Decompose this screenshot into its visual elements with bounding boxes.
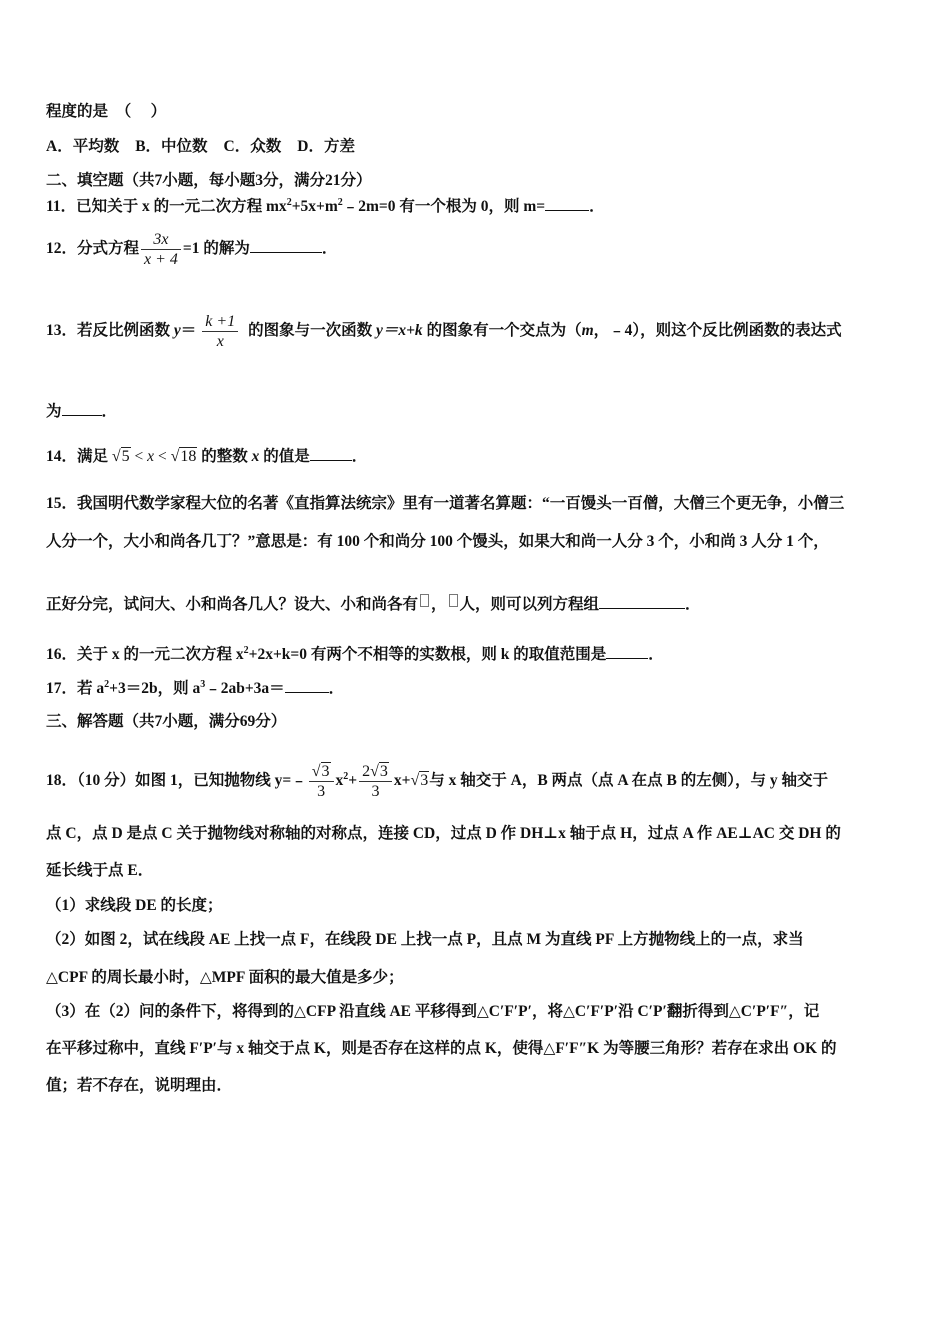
- answer-blank: [599, 594, 685, 609]
- text-line: 程度的是 （ ）: [46, 103, 167, 120]
- question-12: 12．分式方程 $\frac{3x}{x + 4}$ =1 的解为 ．: [46, 231, 338, 268]
- answer-blank: [285, 678, 329, 693]
- option-d: D．方差: [297, 138, 355, 155]
- question-13-continued: 为 ．: [46, 403, 118, 420]
- fraction: $\frac{√3}{3}$: [309, 762, 334, 801]
- question-18: 18．（10 分）如图 1，已知抛物线 y=﹣ $\frac{√3}{3}$ $x^2+$ $\frac{2√3}{3}$ x+√3与 x 轴交于 A，B 两点（点 A 在点 B 的左侧），与 y 轴交于: [46, 763, 828, 800]
- fraction: $\frac{k +1}{x}$: [202, 312, 238, 351]
- question-18-part1: （1）求线段 DE 的长度；: [46, 897, 223, 914]
- question-18-part3-line3: 值；若不存在，说明理由．: [46, 1077, 233, 1094]
- question-16: 16．关于 x 的一元二次方程 $x^2+2x+k=0$ 有两个不相等的实数根，则 k 的取值范围是 ．: [46, 644, 664, 663]
- fraction: $\frac{2√3}{3}$: [359, 762, 392, 801]
- placeholder-icon: [449, 594, 458, 607]
- answer-blank: [606, 644, 648, 659]
- question-15: 15．我国明代数学家程大位的名著《直指算法统宗》里有一道著名算题：“一百馒头一百僧，大僧三个更无争，小僧三: [46, 495, 845, 512]
- question-11: 11．已知关于 x 的一元二次方程 $mx^2+5x+m^2﹣2m=0$ 有一个根为 0，则 m= ．: [46, 196, 605, 215]
- question-17: 17．若 $a^2+3=2b$，则 $a^3﹣2ab+3a=$ ．: [46, 678, 345, 697]
- sqrt: √18: [170, 448, 197, 465]
- question-18-line3: 延长线于点 E．: [46, 862, 154, 879]
- question-18-part3-line2: 在平移过称中，直线 F′P′与 x 轴交于点 K，则是否存在这样的点 K，使得△F′F″K 为等腰三角形？若存在求出 OK 的: [46, 1040, 837, 1057]
- fraction: $\frac{3x}{x + 4}$: [141, 230, 181, 269]
- question-13: 13．若反比例函数 y＝ $\frac{k +1}{x}$ 的图象与一次函数 y＝x+k 的图象有一个交点为（m，﹣4），则这个反比例函数的表达式: [46, 313, 842, 350]
- section-heading: 二、填空题（共7小题，每小题3分，满分21分）: [46, 172, 372, 189]
- section-heading: 三、解答题（共7小题，满分69分）: [46, 713, 287, 730]
- question-18-part2-line2: △CPF 的周长最小时，△MPF 面积的最大值是多少；: [46, 969, 404, 986]
- option-c: C．众数: [223, 138, 282, 155]
- question-18-part3: （3）在（2）问的条件下，将得到的△CFP 沿直线 AE 平移得到△C′F′P′，将△C′F′P′沿 C′P′翻折得到△C′P′F″，记: [46, 1003, 820, 1020]
- question-14: 14．满足 √5 < x < √18 的整数 x 的值是 ．: [46, 448, 368, 465]
- question-18-line2: 点 C，点 D 是点 C 关于抛物线对称轴的对称点，连接 CD，过点 D 作 DH⊥x 轴于点 H，过点 A 作 AE⊥AC 交 DH 的: [46, 825, 841, 842]
- placeholder-icon: [420, 594, 429, 607]
- answer-blank: [545, 196, 589, 211]
- question-15-line2: 人分一个，大小和尚各几丁？”意思是：有 100 个和尚分 100 个馒头，如果大和尚一人分 3 个，小和尚 3 人分 1 个，: [46, 533, 829, 550]
- sqrt: √5: [111, 448, 130, 465]
- answer-blank: [310, 446, 352, 461]
- answer-blank: [62, 401, 102, 416]
- options-row: [46, 137, 355, 157]
- question-18-part2: （2）如图 2，试在线段 AE 上找一点 F，在线段 DE 上找一点 P，且点 M 为直线 PF 上方抛物线上的一点，求当: [46, 931, 804, 948]
- option-b: B．中位数: [135, 138, 208, 155]
- sqrt: √3: [410, 772, 429, 790]
- option-a: A．平均数: [46, 138, 120, 155]
- question-15-line3: 正好分完，试问大、小和尚各几人？设大、小和尚各有 ， 人，则可以列方程组 ．: [46, 596, 701, 613]
- answer-blank: [250, 238, 322, 253]
